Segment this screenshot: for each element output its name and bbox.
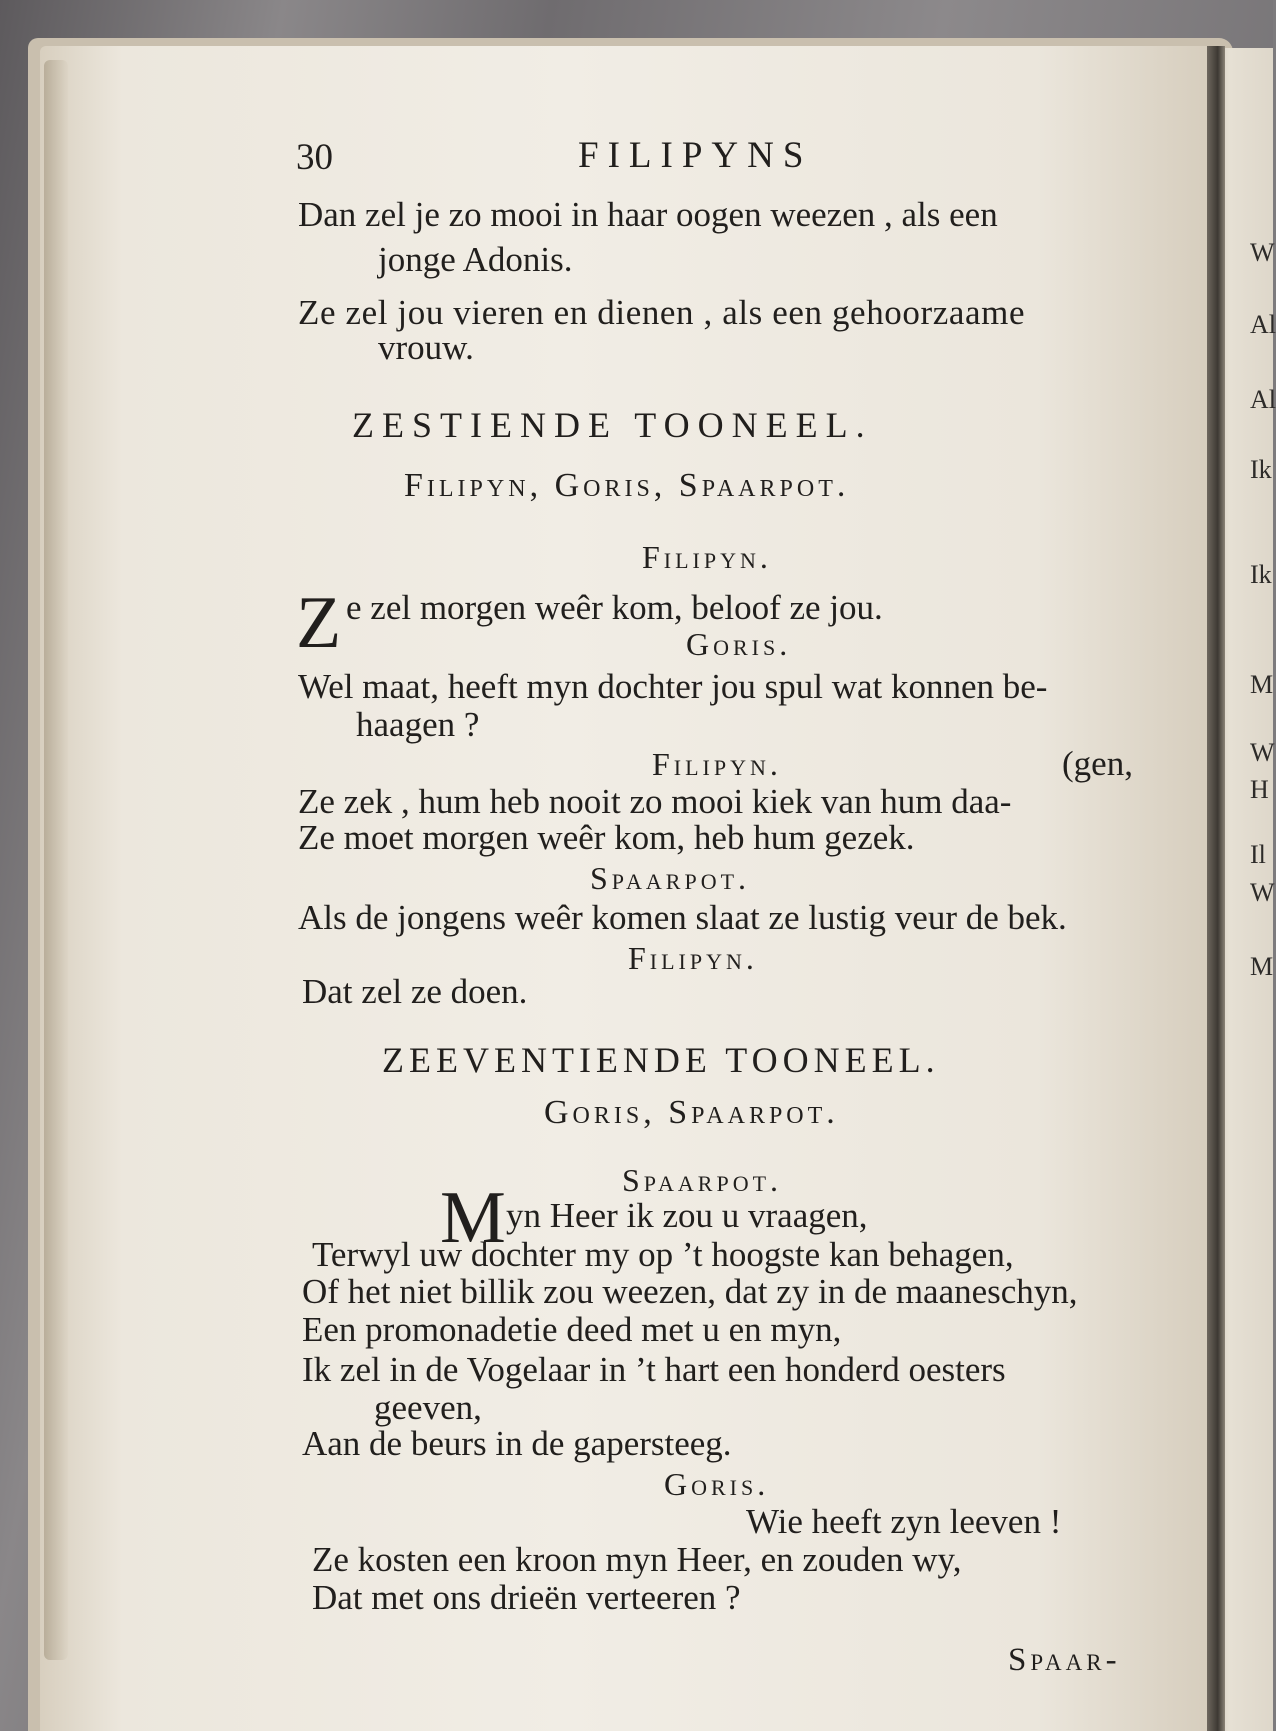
facing-letter: M <box>1250 670 1274 699</box>
dialogue-line: e zel morgen weêr kom, beloof ze jou. <box>346 588 883 627</box>
page-number: 30 <box>296 137 333 178</box>
dialogue-line: Ze zek , hum heb nooit zo mooi kiek van hum daa- <box>298 782 1012 821</box>
speaker-name: Goris. <box>686 626 792 662</box>
speaker-name: Goris. <box>664 1466 770 1502</box>
facing-letter: Il <box>1250 840 1266 869</box>
verse-line: Ze kosten een kroon myn Heer, en zouden wy, <box>312 1540 962 1579</box>
page-edge <box>44 60 68 1660</box>
scene-cast: Goris, Spaarpot. <box>544 1094 839 1131</box>
facing-letter: Ik <box>1250 560 1272 589</box>
speaker-name: Spaarpot. <box>590 860 751 896</box>
book-gutter <box>1207 46 1225 1731</box>
verse-line: Of het niet billik zou weezen, dat zy in de maaneschyn, <box>302 1272 1078 1311</box>
facing-page-text <box>1244 0 1276 1731</box>
speaker-name: Filipyn. <box>628 940 758 976</box>
facing-letter: M <box>1250 952 1274 981</box>
facing-letter: W <box>1250 738 1275 767</box>
facing-letter: Ik <box>1250 455 1272 484</box>
verse-line: Aan de beurs in de gapersteeg. <box>302 1424 732 1463</box>
scene-heading: ZEEVENTIENDE TOONEEL. <box>382 1040 940 1080</box>
verse-line: yn Heer ik zou u vraagen, <box>506 1196 868 1235</box>
facing-letter: H <box>1250 775 1269 804</box>
dialogue-line: Ze moet morgen weêr kom, heb hum gezek. <box>298 818 915 857</box>
speaker-name: Spaarpot. <box>622 1162 783 1198</box>
facing-letter: W <box>1250 238 1275 267</box>
dialogue-line: (gen, <box>1062 744 1133 783</box>
facing-letter: Al <box>1250 385 1276 414</box>
verse-line: geeven, <box>374 1388 482 1427</box>
dialogue-line: haagen ? <box>356 705 480 744</box>
text-line: vrouw. <box>378 328 474 367</box>
text-line: jonge Adonis. <box>378 240 573 279</box>
dialogue-line: Wel maat, heeft myn dochter jou spul wat konnen be- <box>298 667 1048 706</box>
drop-capital: Z <box>296 582 342 664</box>
scene-heading: ZESTIENDE TOONEEL. <box>352 405 873 445</box>
text-line: Ze zel jou vieren en dienen , als een gehoorzaame <box>298 293 1026 332</box>
facing-letter: W <box>1250 878 1275 907</box>
facing-letter: Al <box>1250 310 1276 339</box>
verse-line: Ik zel in de Vogelaar in ’t hart een honderd oesters <box>302 1350 1006 1389</box>
catchword: Spaar- <box>1008 1642 1121 1678</box>
verse-line: Een promonadetie deed met u en myn, <box>302 1310 842 1349</box>
scene-cast: Filipyn, Goris, Spaarpot. <box>404 467 850 504</box>
dialogue-line: Dat zel ze doen. <box>302 972 528 1011</box>
drop-capital: M <box>440 1177 506 1259</box>
verse-line: Wie heeft zyn leeven ! <box>746 1502 1062 1541</box>
text-line: Dan zel je zo mooi in haar oogen weezen , als een <box>298 195 998 234</box>
running-title: FILIPYNS <box>578 135 813 176</box>
dialogue-line: Als de jongens weêr komen slaat ze lustig veur de bek. <box>298 898 1067 937</box>
verse-line: Dat met ons drieën verteeren ? <box>312 1578 741 1617</box>
speaker-name: Filipyn. <box>642 539 772 575</box>
verse-line: Terwyl uw dochter my op ’t hoogste kan behagen, <box>312 1235 1014 1274</box>
speaker-name: Filipyn. <box>652 746 782 782</box>
